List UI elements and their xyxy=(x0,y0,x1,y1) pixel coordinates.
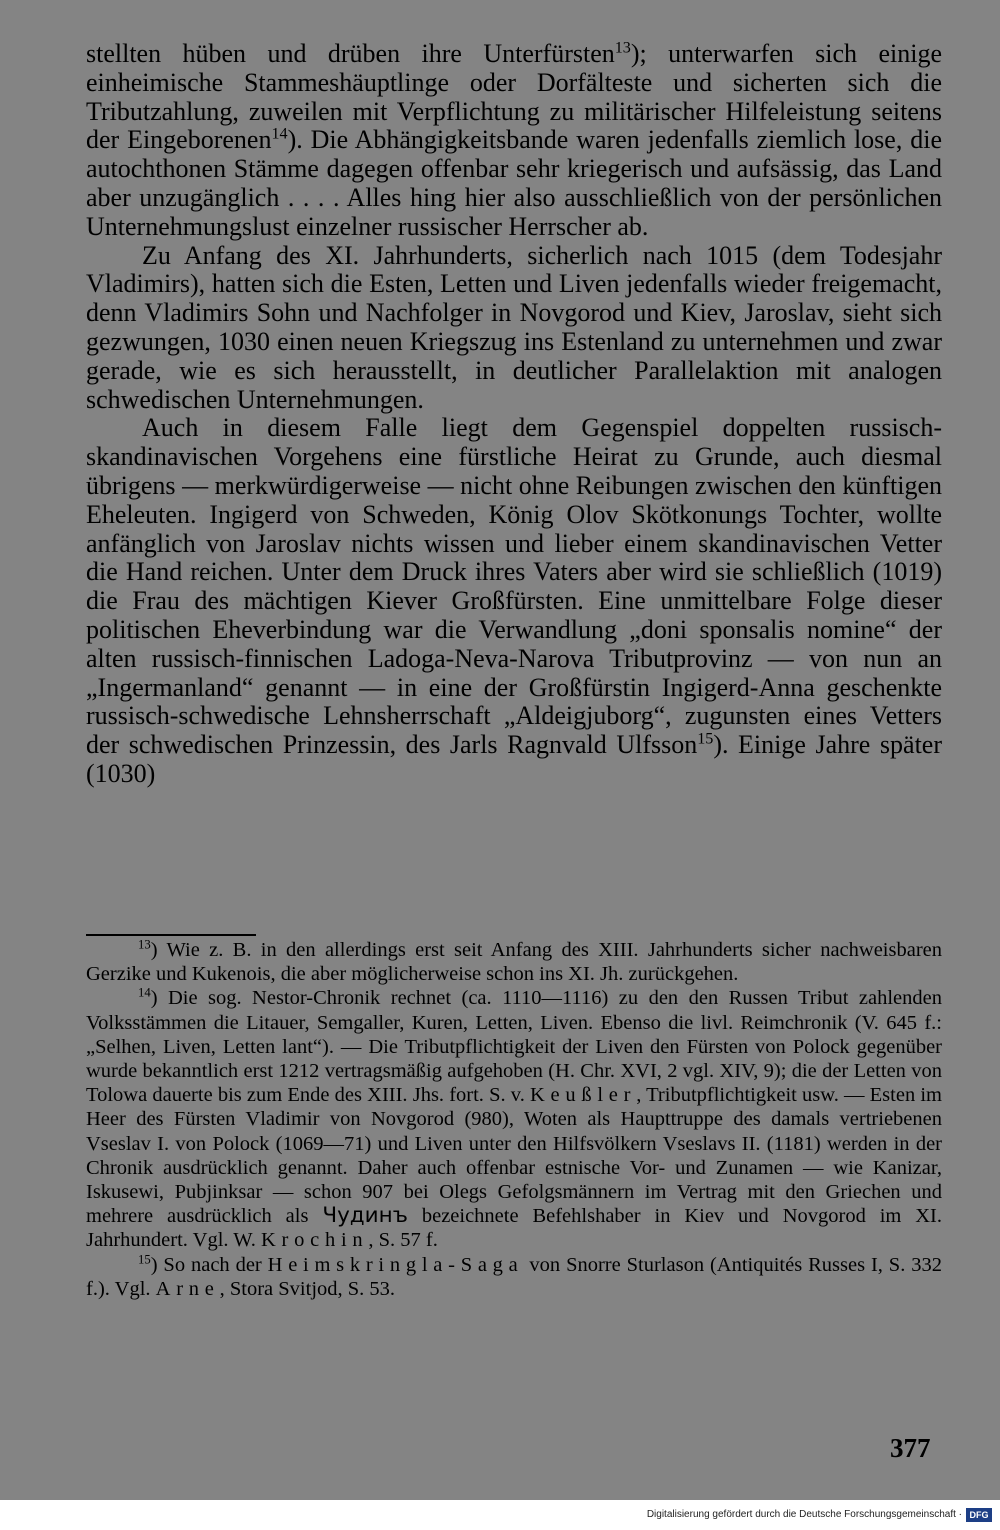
main-text xyxy=(86,40,942,789)
text-run: Arne xyxy=(155,1277,220,1300)
text-run: ) Die sog. Nestor-Chronik rechnet (ca. 1110—1116) zu den den Russen Tribut zahlenden Volksstämmen die Litauer, Semgaller, Kuren, Letten, Liven. Ebenso die livl. Reimchronik (V. 645 f.: „Selhen, Liven, Letten lant“). — Die Tributpflichtigkeit der Liven den Fürsten von Polock gegenüber wurde bekanntlich erst 1212 vertragsmäßig aufgehoben (H. Chr. XVI, 2 vgl. XIV, 9); die der Letten von Tolowa dauerte bis zum Ende des XIII. Jhs. fort. S. v. xyxy=(86,987,942,1107)
text-run: ) Wie z. B. in den allerdings erst seit Anfang des XIII. Jahrhunderts sicher nachweisbaren Gerzike und Kukenois, die aber möglicherweise schon ins XI. Jh. zurückgehen. xyxy=(86,939,942,986)
footnote-marker: 14 xyxy=(138,985,151,1000)
text-run: , Tributpflichtigkeit usw. — Esten im Heer des Fürsten Vladimir von Novgorod (980), Woten als Haupttruppe des damals vertriebenen Vseslav I. von Polock (1069—71) und Liven unter den Hilfsvölkern Vseslavs II. (1181) werden in der Chronik ausdrücklich genannt. Daher auch offenbar estnische Vor- und Zunamen — wie Kanizar, Iskusewi, Pubjinksar — schon 907 bei Olegs Gefolgsmännern im Vertrag mit den Griechen und mehrere ausdrücklich als xyxy=(86,1084,942,1228)
text-run: ) So nach der xyxy=(150,1253,268,1276)
footnote-marker: 14 xyxy=(271,125,288,143)
text-run: , Stora Svitjod, S. 53. xyxy=(219,1277,396,1300)
paragraph xyxy=(86,414,942,788)
text-run: ). Die Abhängigkeitsbande waren jedenfalls ziemlich lose, die autochthonen Stämme dagegen offenbar sehr kriegerisch und aufsässig, das Land aber unzugänglich . . . . Alles hing hier also ausschließlich von der persönlichen Unternehmungslust einzelner russischer Herrscher ab. xyxy=(86,125,942,241)
text-run: Keußler xyxy=(529,1084,637,1107)
text-run: Krochin xyxy=(261,1229,369,1252)
footer-bar xyxy=(0,1500,1000,1530)
text-run: von Snorre Sturlason (Antiquités Russes I, S. 332 f.). Vgl. xyxy=(86,1253,942,1300)
text-run: bezeichnete Befehlshaber in Kiev und Novgorod im XI. Jahrhundert. Vgl. W. xyxy=(86,1205,942,1252)
footnote-separator xyxy=(86,934,256,936)
text-run: Heimskringla-Saga xyxy=(267,1253,524,1276)
dfg-logo: DFG xyxy=(966,1508,992,1522)
footnote xyxy=(86,938,942,986)
text-run: Auch in diesem Falle liegt dem Gegenspiel doppelten russisch-skandinavischen Vorgehens eine fürstliche Heirat zu Grunde, auch diesmal übrigens — merkwürdigerweise — nicht ohne Reibungen zwischen den künftigen Eheleuten. Ingigerd von Schweden, König Olov Skötkonungs Tochter, wollte anfänglich von Jaroslav nichts wissen und lieber einem skandinavischen Vetter die Hand reichen. Unter dem Druck ihres Vaters aber wird sie schließlich (1019) die Frau des mächtigen Kiever Großfürsten. Eine unmittelbare Folge dieser politischen Eheverbindung war die Verwandlung „doni sponsalis nomine“ der alten russisch-finnischen Ladoga-Neva-Narova Tributprovinz — von nun an „Ingermanland“ genannt — in eine der Großfürstin Ingigerd-Anna geschenkte russisch-schwedische Lehnsherrschaft „Aldeigjuborg“, zugunsten eines Vetters der schwedischen Prinzessin, des Jarls Ragnvald Ulfsson xyxy=(86,413,942,760)
text-run: Zu Anfang des XI. Jahrhunderts, sicherlich nach 1015 (dem Todesjahr Vladimirs), hatten sich die Esten, Letten und Liven jedenfalls wieder freigemacht, denn Vladimirs Sohn und Nachfolger in Novgorod und Kiev, Jaroslav, sieht sich gezwungen, 1030 einen neuen Kriegszug ins Estenland zu unternehmen und zwar gerade, wie es sich herausstellt, in deutlicher Parallelaktion mit analogen schwedischen Unternehmungen. xyxy=(86,240,942,414)
text-run: , S. 57 f. xyxy=(368,1229,438,1252)
funding-credit: Digitalisierung gefördert durch die Deutsche Forschungsgemeinschaft · xyxy=(646,1509,962,1520)
footnote-marker: 13 xyxy=(614,39,631,57)
footnote xyxy=(86,1253,942,1301)
footnote-marker: 15 xyxy=(697,730,714,748)
text-run: ). Einige Jahre später (1030) xyxy=(86,730,942,788)
paragraph xyxy=(86,40,942,242)
footnote-marker: 15 xyxy=(138,1252,151,1267)
text-run: ); unterwarfen sich einige einheimische Stammeshäuptlinge oder Dorfälteste und sicherten sich die Tributzahlung, zuweilen mit Verpflichtung zu militärischer Hilfeleistung seitens der Eingeborenen xyxy=(86,39,942,155)
footnote-marker: 13 xyxy=(138,937,151,952)
text-run: Чудинъ xyxy=(322,1203,408,1229)
page-number: 377 xyxy=(890,1433,931,1463)
paragraph xyxy=(86,242,942,415)
footnotes xyxy=(86,938,942,1301)
text-run: stellten hüben und drüben ihre Unterfürsten xyxy=(86,39,615,68)
footnote xyxy=(86,986,942,1252)
